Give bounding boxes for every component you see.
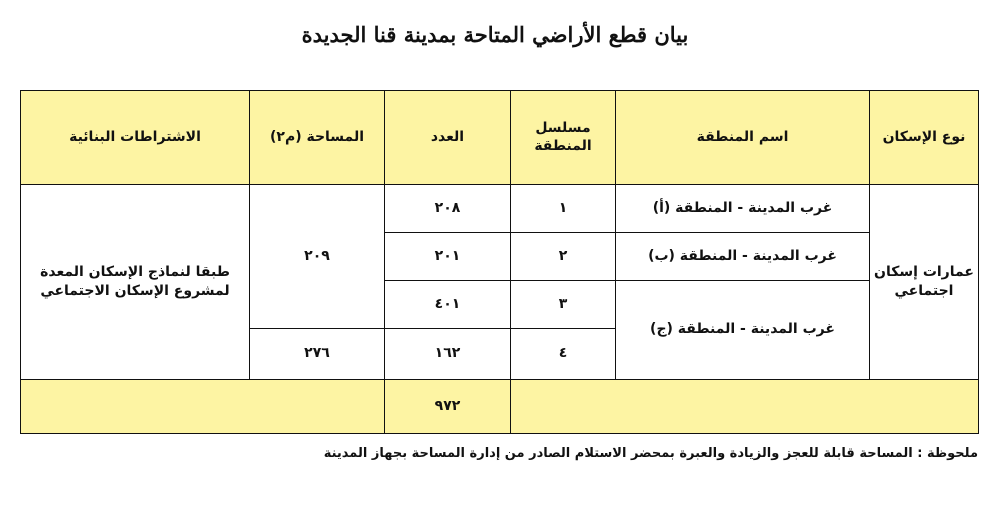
count-cell: ٢٠٨: [385, 184, 511, 232]
zone-name-cell: غرب المدينة - المنطقة (ب): [616, 233, 870, 280]
header-zone-serial: مسلسل المنطقة: [511, 91, 616, 185]
area-cell: ٢٧٦: [250, 329, 385, 379]
housing-type-cell: عمارات إسكان اجتماعي: [870, 184, 979, 379]
page-title: بيان قطع الأراضي المتاحة بمدينة قنا الجديدة: [301, 22, 689, 47]
conditions-cell: طبقا لنماذج الإسكان المعدة لمشروع الإسكان الاجتماعي: [21, 184, 250, 379]
header-count: العدد: [385, 91, 511, 185]
footnote: ملحوظة : المساحة قابلة للعجز والزيادة والعبرة بمحضر الاستلام الصادر من إدارة المساحة بجهاز المدينة: [323, 446, 978, 461]
header-row: [21, 91, 979, 185]
header-area: المساحة (م٢): [250, 91, 385, 185]
count-cell: ٢٠١: [385, 233, 511, 280]
total-count-cell: ٩٧٢: [385, 379, 511, 434]
count-cell: ٤٠١: [385, 280, 511, 328]
header-conditions: الاشتراطات البنائية: [21, 91, 250, 185]
area-cell: ٢٠٩: [250, 184, 385, 328]
total-row: [21, 379, 979, 434]
header-zone-name: اسم المنطقة: [616, 91, 870, 185]
table-row: [21, 184, 979, 232]
total-empty-right: [511, 379, 979, 434]
zone-serial-cell: ٤: [511, 329, 616, 379]
zone-name-cell: غرب المدينة - المنطقة (ج): [616, 280, 870, 379]
header-housing-type: نوع الإسكان: [870, 91, 979, 185]
count-cell: ١٦٢: [385, 329, 511, 379]
zone-serial-cell: ٢: [511, 233, 616, 280]
zone-serial-cell: ٣: [511, 280, 616, 328]
zone-name-cell: غرب المدينة - المنطقة (أ): [616, 184, 870, 232]
zone-serial-cell: ١: [511, 184, 616, 232]
land-plots-table: [20, 90, 979, 434]
total-empty-left: [21, 379, 385, 434]
